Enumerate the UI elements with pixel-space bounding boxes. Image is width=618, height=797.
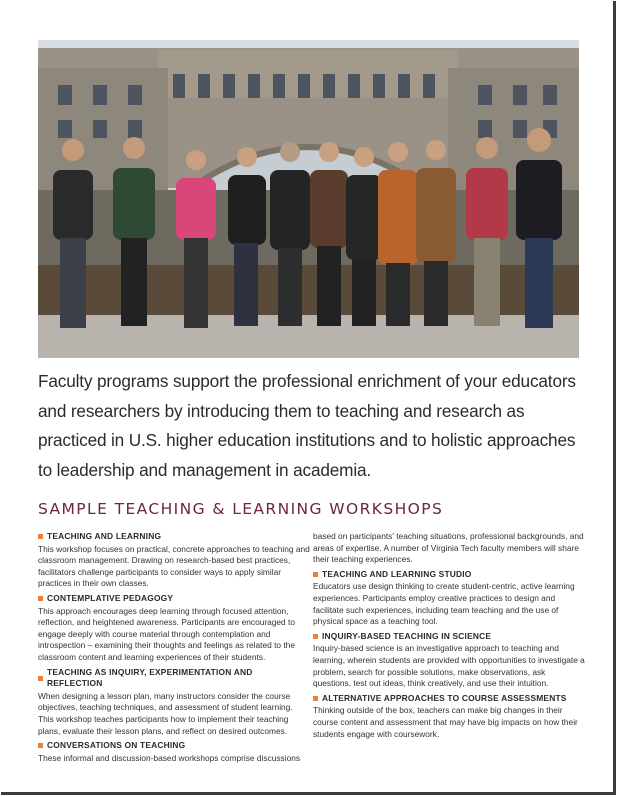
intro-paragraph: Faculty programs support the professional enrichment of your educators and researchers by introducing them to teaching and research as practiced in U.S. higher education institutions and to holistic approaches to leadership and management in academia. [38, 371, 576, 480]
workshop-title [313, 569, 585, 581]
workshop-title-text: ALTERNATIVE APPROACHES TO COURSE ASSESSMENTS [322, 692, 567, 703]
workshop-title [38, 667, 310, 690]
continuation-text: based on participants' teaching situations, professional backgrounds, and areas of expertise. A number of Virginia Tech faculty members will share their teaching experiences. [313, 531, 584, 565]
workshop-title [38, 740, 310, 752]
bullet-square-icon [38, 534, 43, 539]
workshop-description: Inquiry-based science is an investigative approach to teaching and learning, wherein students are provided with opportunities to investigate a problem, search for possible solutions, make observations, ask questions, test out ideas, think creatively, and use their intuition. [313, 643, 585, 689]
workshop-description: This workshop focuses on practical, concrete approaches to teaching and classroom management. Drawing on research-based best practices, facilitators challenge participants to consider ways to apply similar practices in their own classes. [38, 543, 310, 589]
workshop-description: When designing a lesson plan, many instructors consider the course objectives, teaching techniques, and assessment of student learning. This workshop teaches participants how to implement their teaching plans, evaluate their lesson plans, and reflect on desired outcomes. [38, 690, 293, 736]
workshop-item [313, 631, 585, 690]
workshop-item [38, 740, 310, 764]
workshop-title [38, 531, 310, 543]
bullet-square-icon [313, 696, 318, 701]
workshops-left-column [38, 531, 310, 767]
bullet-square-icon [38, 676, 43, 681]
workshop-description: This approach encourages deep learning through focused attention, reflection, and heightened awareness. Participants are encouraged to engage deeply with course material through contemplation and introspection – examining their thoughts and feelings as related to the classroom content and learning experiences of their students. [38, 605, 295, 662]
workshop-item [38, 667, 310, 738]
workshop-title [38, 593, 310, 605]
workshop-title-text: TEACHING AS INQUIRY, EXPERIMENTATION AND REFLECTION [47, 666, 253, 689]
workshop-title-text: TEACHING AND LEARNING STUDIO [322, 568, 472, 579]
group-photo [38, 40, 579, 358]
workshop-item [313, 569, 585, 628]
workshop-title-text: INQUIRY-BASED TEACHING IN SCIENCE [322, 630, 492, 641]
workshop-description: Educators use design thinking to create student-centric, active learning experiences. Participants employ creative practices to design and facilitate such experiences, including team teaching and the use of physical space as a teaching tool. [313, 581, 575, 627]
bullet-square-icon [313, 634, 318, 639]
bullet-square-icon [38, 743, 43, 748]
workshop-item [38, 593, 310, 664]
workshop-description: These informal and discussion-based workshops comprise discussions [38, 752, 301, 763]
workshop-title [313, 693, 585, 705]
workshops-right-column [313, 531, 585, 743]
section-title: SAMPLE TEACHING & LEARNING WORKSHOPS [38, 500, 444, 518]
workshop-item [313, 693, 585, 740]
workshop-title-text: TEACHING AND LEARNING [47, 531, 162, 541]
bullet-square-icon [313, 572, 318, 577]
workshop-item [38, 531, 310, 590]
workshop-title-text: CONVERSATIONS ON TEACHING [47, 740, 186, 751]
workshop-title [313, 631, 585, 643]
bullet-square-icon [38, 596, 43, 601]
workshop-description: Thinking outside of the box, teachers can make big changes in their course content and assessment that may have big impacts on how their students engage with coursework. [313, 705, 578, 739]
workshop-title-text: CONTEMPLATIVE PEDAGOGY [47, 592, 174, 603]
group-photo-illustration [38, 40, 579, 358]
